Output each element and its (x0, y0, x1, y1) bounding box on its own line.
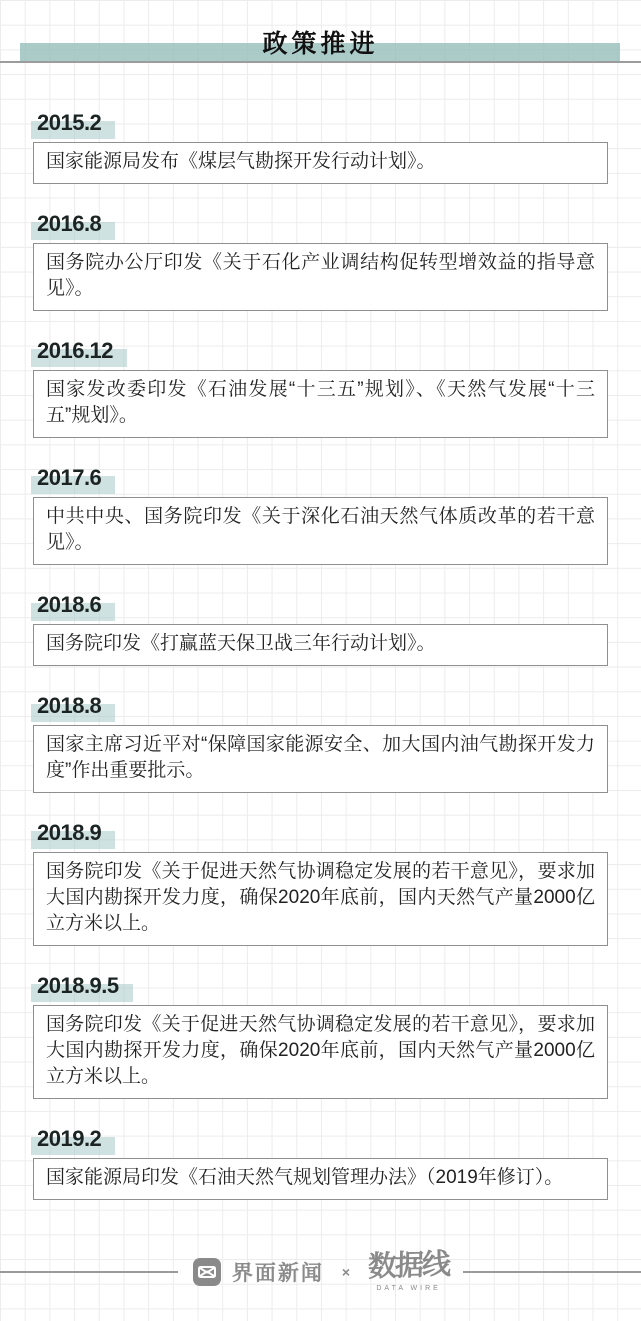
date-label: 2017.6 (31, 465, 115, 494)
date-label: 2016.12 (31, 338, 127, 367)
date-label: 2018.9 (31, 820, 115, 849)
timeline-entry (33, 973, 608, 1099)
policy-text: 国家能源局发布《煤层气勘探开发行动计划》。 (46, 151, 436, 172)
date-label: 2015.2 (31, 110, 115, 139)
policy-box (33, 725, 608, 793)
footer (0, 1246, 641, 1298)
timeline-entry (33, 820, 608, 946)
timeline-entry (33, 338, 608, 438)
page-title: 政策推进 (262, 30, 379, 58)
date-label: 2018.6 (31, 592, 115, 621)
policy-box (33, 243, 608, 311)
timeline-entry (33, 211, 608, 311)
policy-text: 中共中央、国务院印发《关于深化石油天然气体质改革的若干意见》。 (46, 506, 595, 553)
datawire-logo-text: 数据线 (367, 1248, 450, 1284)
policy-box (33, 142, 608, 184)
footer-right-rule (463, 1271, 641, 1273)
policy-text: 国务院印发《关于促进天然气协调稳定发展的若干意见》，要求加大国内勘探开发力度，确保2020年底前，国内天然气产量2000亿立方米以上。 (46, 861, 595, 934)
policy-box (33, 497, 608, 565)
timeline-entry (33, 592, 608, 666)
policy-text: 国务院印发《打赢蓝天保卫战三年行动计划》。 (46, 633, 436, 654)
policy-text: 国务院办公厅印发《关于石化产业调结构促转型增效益的指导意见》。 (46, 252, 595, 299)
policy-box (33, 1005, 608, 1099)
policy-text: 国家主席习近平对“保障国家能源安全、加大国内油气勘探开发力度”作出重要批示。 (46, 734, 595, 781)
policy-box (33, 1158, 608, 1200)
header (0, 0, 641, 63)
footer-left-rule (0, 1271, 178, 1273)
datawire-caption: DATA WIRE (376, 1285, 441, 1292)
timeline-entry (33, 1126, 608, 1200)
date-label: 2016.8 (31, 211, 115, 240)
policy-text: 国务院印发《关于促进天然气协调稳定发展的若干意见》，要求加大国内勘探开发力度，确保2020年底前，国内天然气产量2000亿立方米以上。 (46, 1014, 595, 1087)
policy-box (33, 370, 608, 438)
datawire-logo (367, 1248, 450, 1292)
policy-box (33, 852, 608, 946)
timeline-entry (33, 110, 608, 184)
cross-separator-icon: × (341, 1264, 351, 1280)
date-label: 2018.8 (31, 693, 115, 722)
timeline-entry (33, 693, 608, 793)
timeline (0, 110, 641, 1200)
policy-text: 国家能源局印发《石油天然气规划管理办法》（2019年修订）。 (46, 1167, 564, 1188)
timeline-entry (33, 465, 608, 565)
jiemian-logo-text: 界面新闻 (231, 1262, 324, 1285)
policy-box (33, 624, 608, 666)
brand-group (178, 1248, 463, 1292)
policy-text: 国家发改委印发《石油发展“十三五”规划》、《天然气发展“十三五”规划》。 (46, 379, 595, 426)
jiemian-logo-icon (192, 1257, 222, 1287)
date-label: 2018.9.5 (31, 973, 133, 1002)
date-label: 2019.2 (31, 1126, 115, 1155)
